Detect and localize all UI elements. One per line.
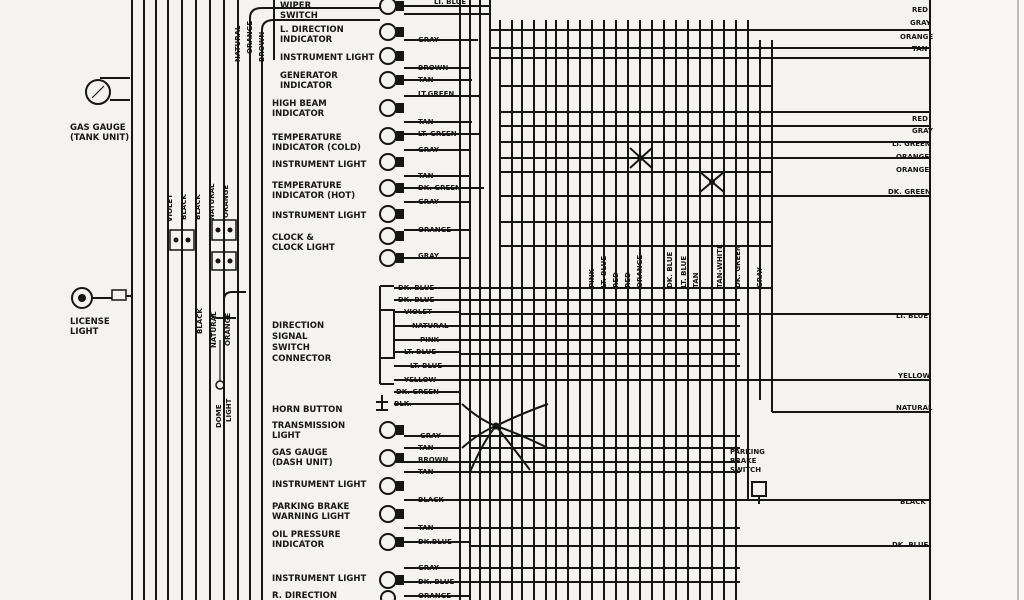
wire-label-natural: NATURAL [234,25,242,62]
transmission-label-1: TRANSMISSION [272,421,346,431]
lower-wire-black: BLACK [196,308,204,334]
bulb-socket [380,422,404,438]
bundle-label-gray: GRAY [756,267,764,288]
license-light [70,288,132,337]
high-beam-label-1: HIGH BEAM [272,99,327,109]
bulb-socket [380,24,404,40]
panel-labels [272,1,374,600]
direction-connector-label-4: CONNECTOR [272,354,332,364]
wire-tan-4: TAN [418,444,434,452]
parking-brake-switch-label-2: BRAKE [730,457,757,465]
bulb-socket [380,0,404,14]
bulb-socket [380,128,404,144]
wire-lt-green-2: LT. GREEN [418,130,457,138]
bundle-label-red-1: RED [612,272,620,288]
gas-gauge-tank-unit [70,78,130,143]
bulb-socket [380,250,404,266]
wire-orange-1: ORANGE [418,226,452,234]
bulb-socket [380,48,404,64]
generator-label-2: INDICATOR [280,81,333,91]
right-wire-red-2: RED [912,115,928,123]
right-wire-orange-3: ORANGE [896,166,930,174]
generator-label-1: GENERATOR [280,71,338,81]
license-light-label-2: LIGHT [70,327,99,337]
wire-lt-blue-c: LT. BLUE [404,348,437,356]
bulb-socket [380,154,404,170]
temp-hot-label-2: INDICATOR (HOT) [272,191,356,201]
direction-connector-label-2: SIGNAL [272,332,308,342]
wire-gray-6: GRAY [418,564,439,572]
right-wire-lt-green: LT. GREEN [892,140,931,148]
clock-label-2: CLOCK LIGHT [272,243,335,253]
wire-violet-c: VIOLET [404,308,432,316]
wire-black-1: BLACK [418,496,444,504]
wire-blk-c: BLK. [394,400,412,408]
r-direction-label: R. DIRECTION [272,591,337,600]
right-wire-gray-1: GRAY [910,19,931,27]
horn-button-label: HORN BUTTON [272,405,343,415]
wire-dk-blue-c2: DK. BLUE [398,296,435,304]
wire-tan-5: TAN [418,468,434,476]
bundle-label-tan-white: TAN-WHITE [716,244,724,288]
wire-dk-blue-2: DK. BLUE [418,578,455,586]
wire-label-brown: BROWN [258,31,266,62]
bulb-socket [380,228,404,244]
right-wire-dk-blue: DK. BLUE [892,541,929,549]
oil-pressure-label-2: INDICATOR [272,540,325,550]
bundle-label-orange: ORANGE [636,254,644,288]
bulb-socket [381,591,395,600]
direction-connector-block [380,310,394,358]
right-wire-orange-1: ORANGE [900,33,934,41]
right-wire-gray-2: GRAY [912,127,933,135]
wire-gray-1: GRAY [418,36,439,44]
gas-gauge-tank-label-2: (TANK UNIT) [70,133,130,143]
gas-gauge-dash-label-1: GAS GAUGE [272,448,328,458]
l-direction-label-1: L. DIRECTION [280,25,344,35]
instrument-light-5-label: INSTRUMENT LIGHT [272,574,367,584]
right-wire-lt-blue: LT. BLUE [896,312,929,320]
wire-gray-3: GRAY [418,198,439,206]
wire-brown-1: BROWN [418,64,449,72]
parking-brake-label-1: PARKING BRAKE [272,502,350,512]
bundle-label-lt-blue-2: LT. BLUE [680,255,688,288]
connector-wire-orange: ORANGE [222,184,230,218]
wire-yellow-c: YELLOW [404,376,437,384]
instrument-light-1-label: INSTRUMENT LIGHT [280,53,375,63]
oil-pressure-label-1: OIL PRESSURE [272,530,341,540]
bulb-socket [380,180,404,196]
instrument-light-3-label: INSTRUMENT LIGHT [272,211,367,221]
right-wire-labels [888,6,934,549]
instrument-light-4-label: INSTRUMENT LIGHT [272,480,367,490]
wire-tan-3: TAN [418,172,434,180]
gas-gauge-dash-label-2: (DASH UNIT) [272,458,333,468]
connector-wire-violet: VIOLET [166,194,174,222]
temp-cold-label-2: INDICATOR (COLD) [272,143,361,153]
direction-connector-label-1: DIRECTION [272,321,325,331]
wiper-switch-label-2: SWITCH [280,11,318,21]
wire-dk-green-c: DK. GREEN [396,388,439,396]
bundle-label-dk-blue: DK. BLUE [666,251,674,288]
parking-brake-switch-label-3: SWITCH [730,466,762,474]
direction-connector-label-3: SWITCH [272,343,310,353]
right-wire-dk-green: DK. GREEN [888,188,931,196]
right-wire-tan-1: TAN [912,45,928,53]
wiper-switch-label-1: WIPER [280,1,312,11]
wire-brown-2: BROWN [418,456,449,464]
parking-brake-switch-label-1: PARKING [730,448,765,456]
parking-brake-label-2: WARNING LIGHT [272,512,350,522]
wire-tan-6: TAN [418,524,434,532]
bulb-socket [380,506,404,522]
lower-wire-natural: NATURAL [210,311,218,348]
main-bundle [460,0,930,600]
wire-lt-green-1: LT.GREEN [418,90,455,98]
bulb-socket [380,206,404,222]
wire-tan-2: TAN [418,118,434,126]
dome-light-label-2: LIGHT [225,398,233,422]
bulb-socket [380,450,404,466]
right-wire-red-1: RED [912,6,928,14]
bulb-socket [380,478,404,494]
bundle-label-tan: TAN [692,272,700,288]
clock-label-1: CLOCK & [272,233,314,243]
connector-wire-natural: NATURAL [208,183,216,220]
right-wire-black: BLACK [900,498,926,506]
wire-gray-4: GRAY [418,252,439,260]
transmission-label-2: LIGHT [272,431,301,441]
bulb-socket [380,572,404,588]
bundle-label-red-2: RED [624,272,632,288]
right-wire-yellow: YELLOW [898,372,931,380]
right-wire-natural: NATURAL [896,404,933,412]
instrument-light-2-label: INSTRUMENT LIGHT [272,160,367,170]
temp-hot-label-1: TEMPERATURE [272,181,342,191]
wire-gray-5: GRAY [420,432,441,440]
connector-wire-black-1: BLACK [180,194,188,220]
wire-gray-2: GRAY [418,146,439,154]
lower-wire-orange: ORANGE [224,312,232,346]
high-beam-label-2: INDICATOR [272,109,325,119]
bundle-label-pink: PINK [588,268,596,288]
wire-dk-blue-1: DK.BLUE [418,538,452,546]
wire-tan-1: TAN [418,76,434,84]
wire-dk-blue-c: DK. BLUE [398,284,435,292]
license-light-label-1: LICENSE [70,317,110,327]
wire-lt-blue-c2: LT. BLUE [410,362,443,370]
dome-light-label-1: DOME [215,404,223,428]
wire-label-orange: ORANGE [246,20,254,54]
bulb-socket [380,100,404,116]
bulb-socket [380,72,404,88]
gas-gauge-tank-label-1: GAS GAUGE [70,123,126,133]
wire-orange-2: ORANGE [418,592,452,600]
bundle-label-lt-blue: LT. BLUE [600,255,608,288]
wire-dk-green-1: DK. GREEN [418,184,461,192]
wire-natural-c: NATURAL [412,322,449,330]
temp-cold-label-1: TEMPERATURE [272,133,342,143]
bulb-socket [380,534,404,550]
bundle-label-dk-green: DK. GREEN [734,245,742,288]
wire-lt-blue-top: LT. BLUE [434,0,467,6]
l-direction-label-2: INDICATOR [280,35,333,45]
right-wire-orange-2: ORANGE [896,153,930,161]
wire-pink-c: PINK [420,336,440,344]
connector-wire-black-2: BLACK [194,194,202,220]
